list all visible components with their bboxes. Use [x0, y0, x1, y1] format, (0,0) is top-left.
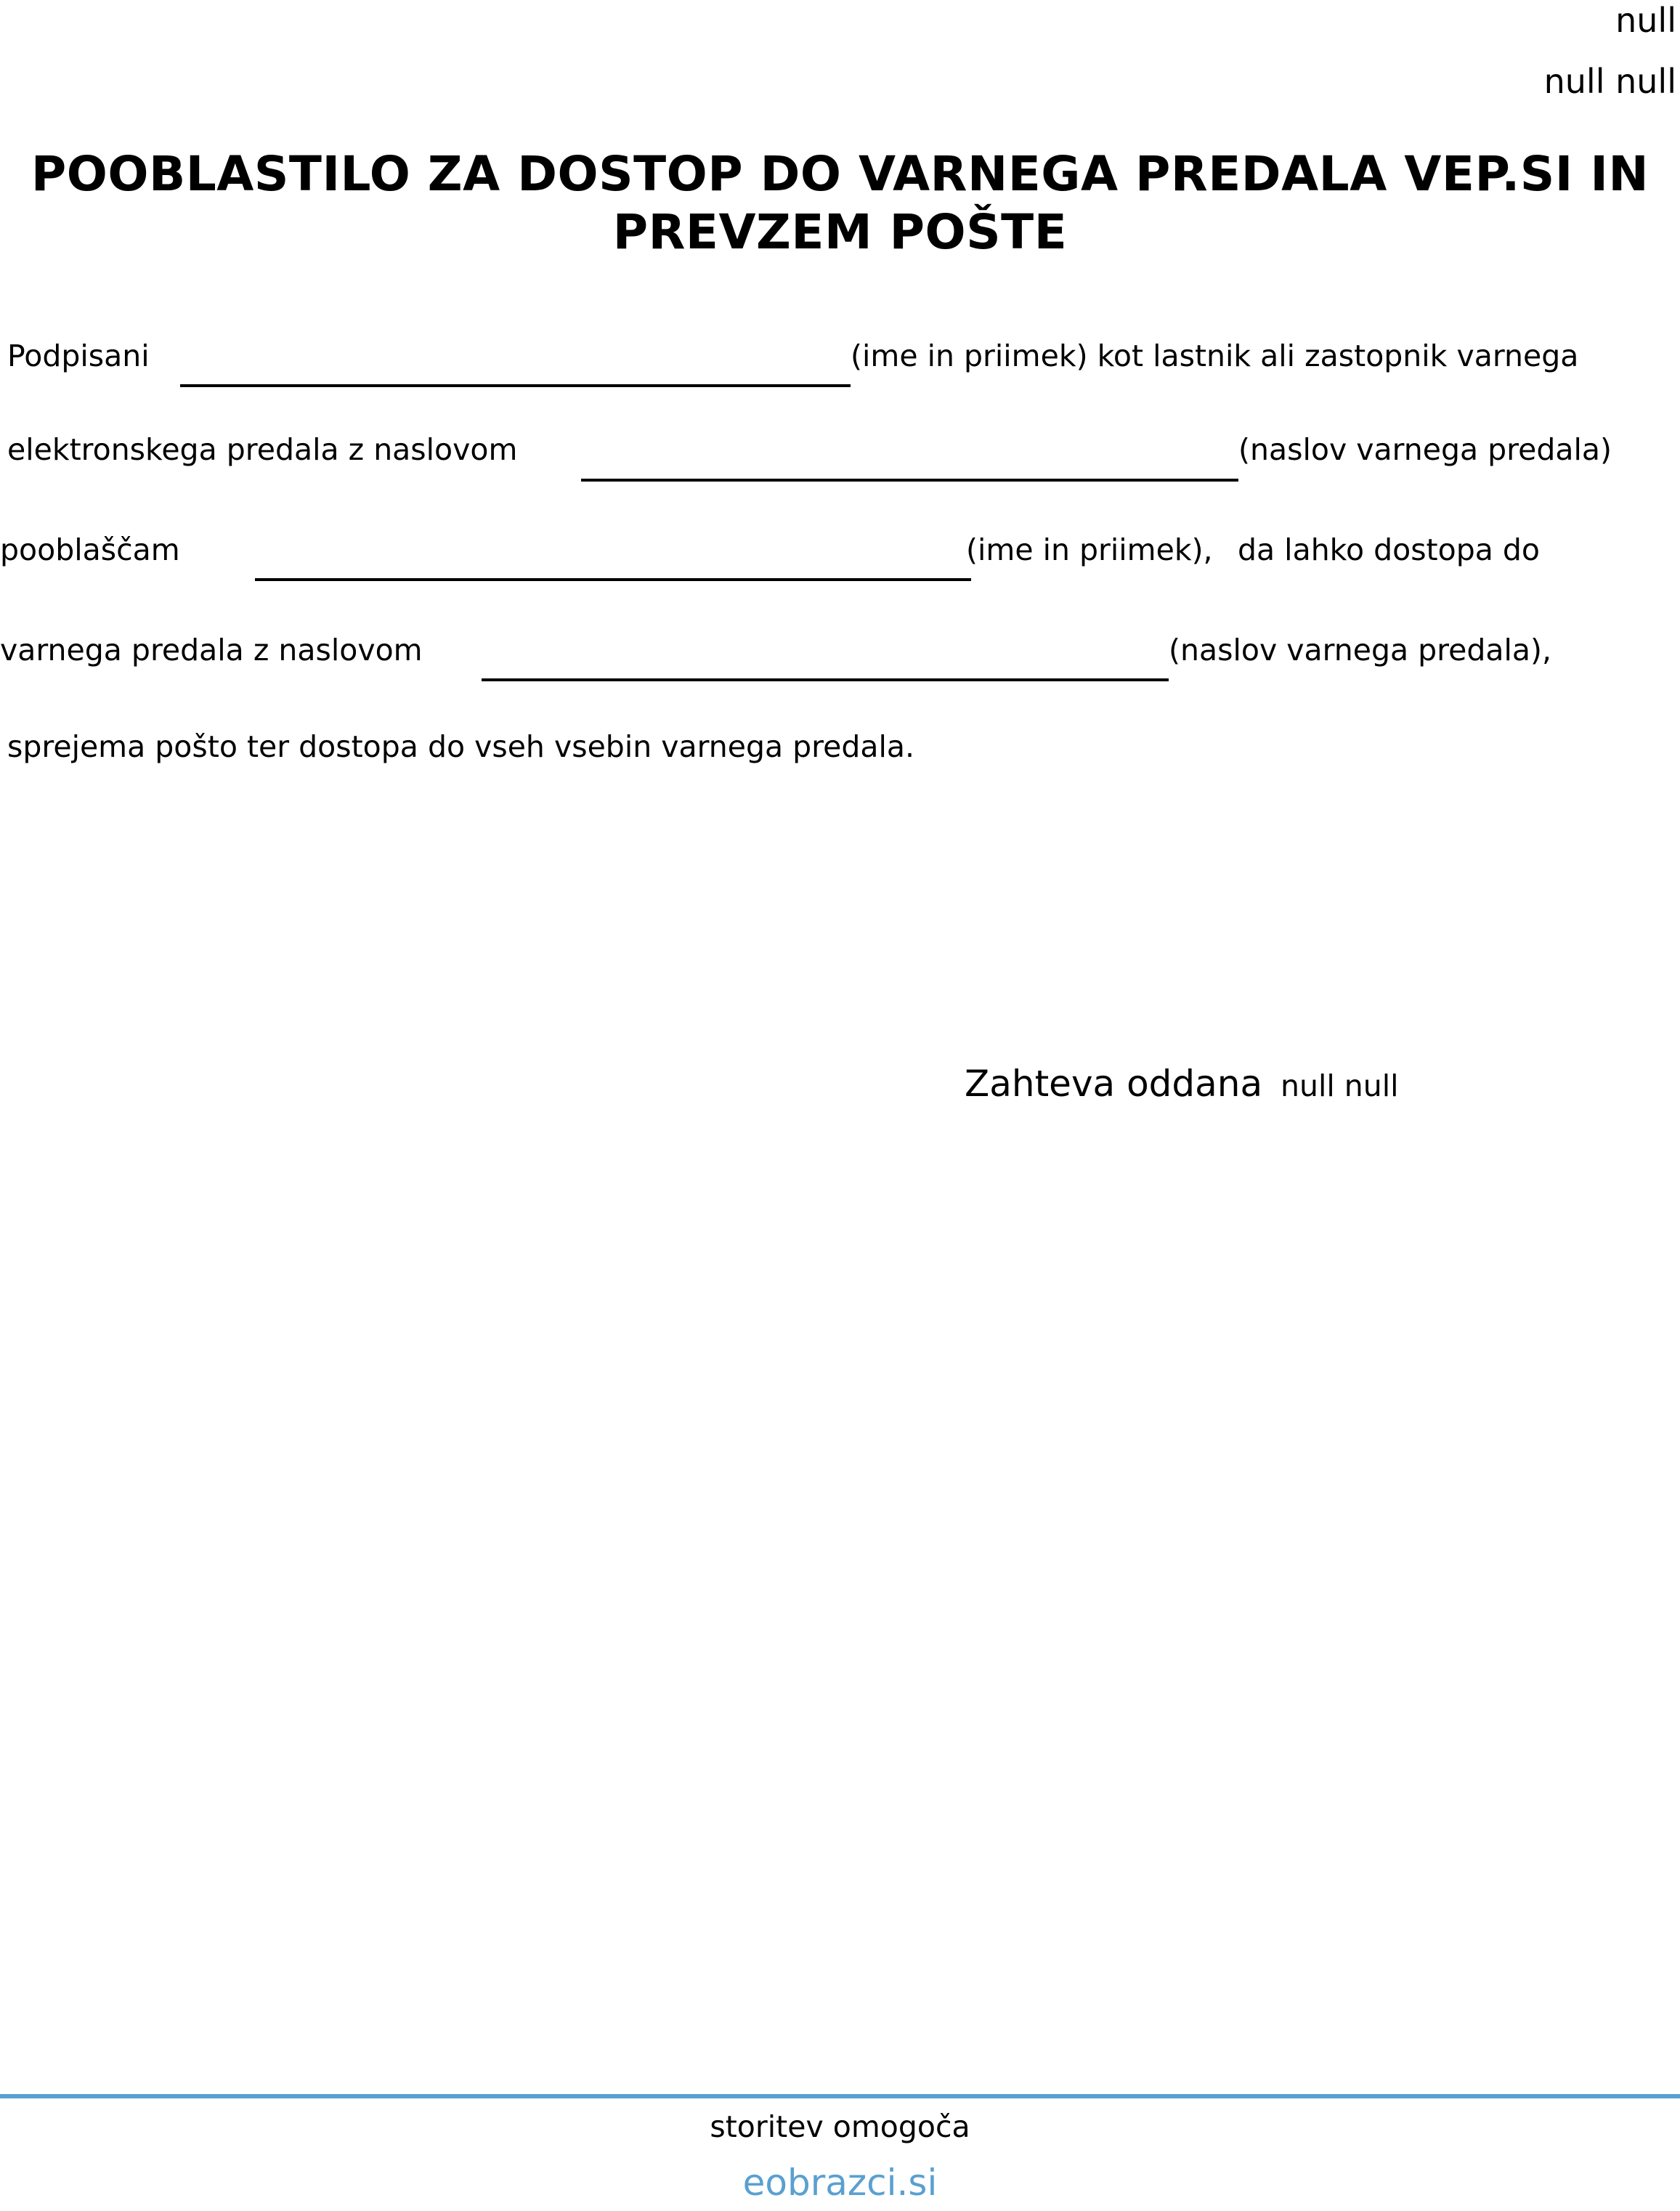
row4-label: varnega predala z naslovom [0, 633, 423, 668]
title-line-2: PREVZEM POŠTE [612, 204, 1068, 260]
row4-address-field [482, 678, 1169, 681]
row2-suffix: (naslov varnega predala) [1238, 432, 1612, 467]
footer-divider [0, 2094, 1680, 2098]
row3-name-field [255, 578, 971, 581]
row4-suffix: (naslov varnega predala), [1169, 633, 1552, 668]
row5-text: sprejema pošto ter dostopa do vseh vsebin varnega predala. [7, 729, 915, 764]
footer-powered-by: storitev omogoča [710, 2109, 970, 2144]
footer-brand: eobrazci.si [742, 2162, 938, 2204]
row2-label: elektronskega predala z naslovom [7, 432, 518, 467]
document-title [0, 145, 1680, 261]
submitted-value: null null [1281, 1068, 1399, 1103]
row3-suffix-2: da lahko dostopa do [1238, 532, 1541, 567]
header-line-1: null [1615, 1, 1676, 40]
row1-name-field [180, 384, 851, 387]
title-line-1: POOBLASTILO ZA DOSTOP DO VARNEGA PREDALA VEP.SI IN [31, 146, 1649, 202]
row3-suffix: (ime in priimek), [966, 532, 1213, 567]
row1-label: Podpisani [7, 338, 150, 373]
row1-suffix: (ime in priimek) kot lastnik ali zastopnik varnega [851, 338, 1579, 373]
row3-label: pooblaščam [0, 532, 180, 567]
submitted-label: Zahteva oddana [965, 1063, 1263, 1105]
header-line-2: null null [1543, 62, 1676, 101]
row2-address-field [581, 479, 1238, 482]
